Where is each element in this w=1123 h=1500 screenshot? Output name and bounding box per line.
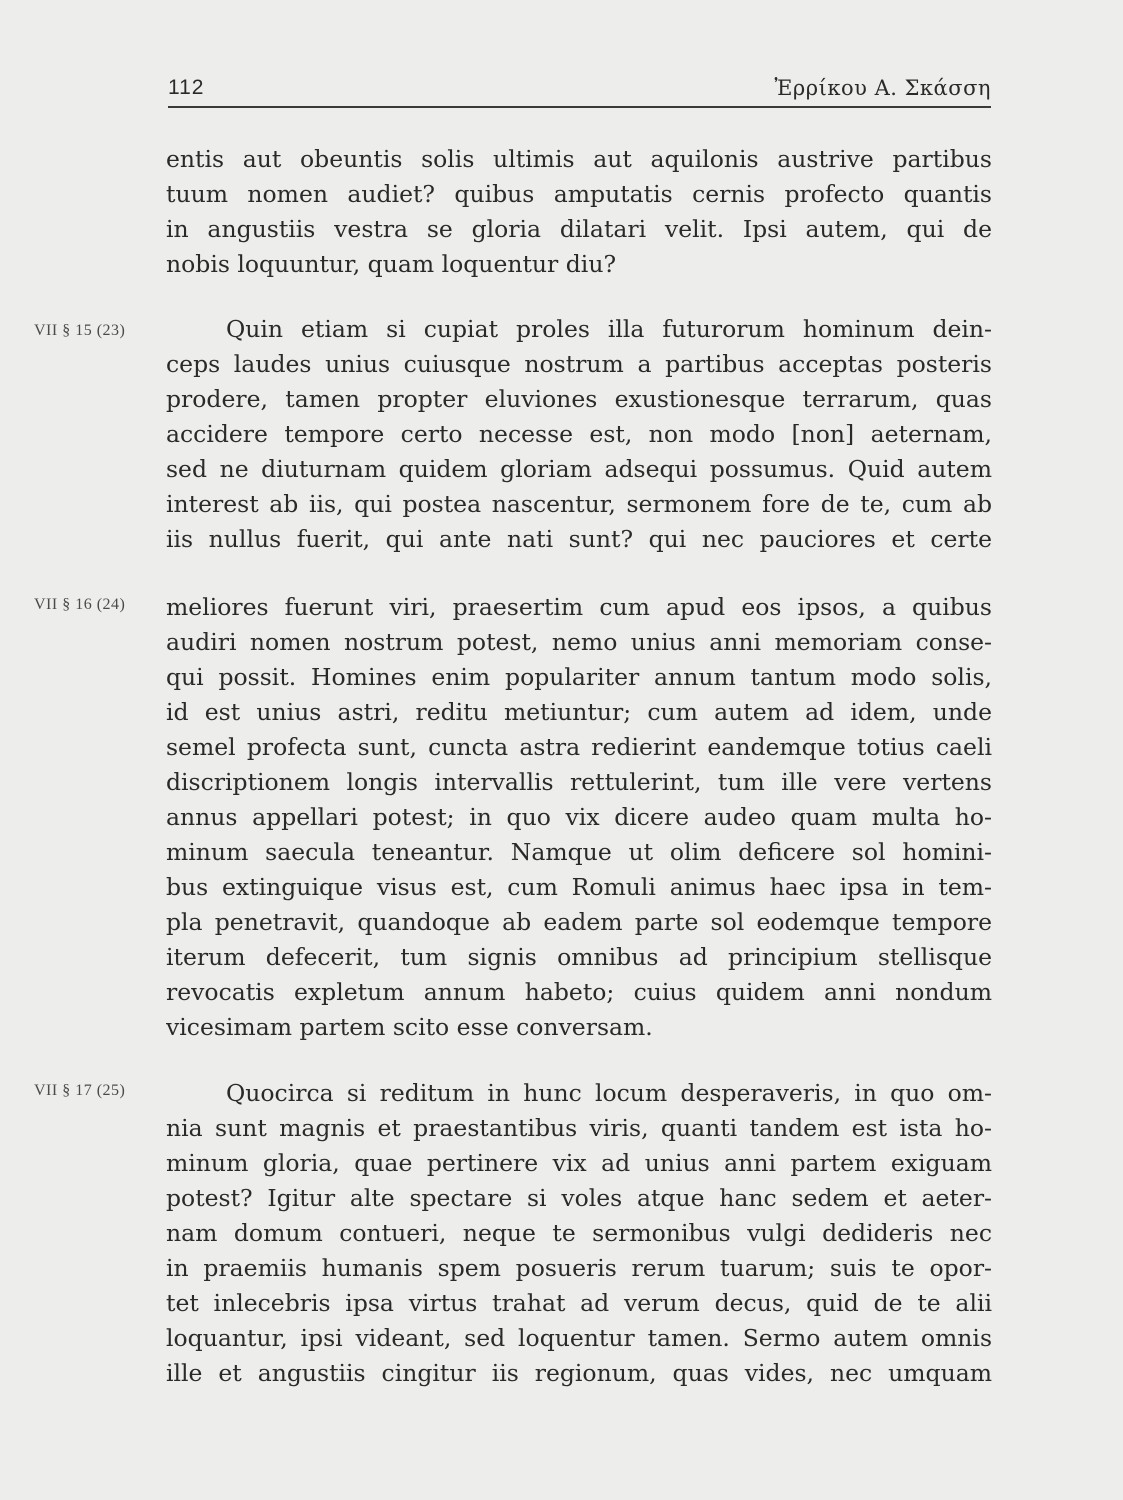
page-header (168, 72, 991, 108)
text-line: entis aut obeuntis solis ultimis aut aquilonis austrive partibus (166, 145, 992, 173)
text-line: vicesimam partem scito esse conversam. (166, 1013, 653, 1041)
page-number: 112 (168, 76, 205, 99)
text-line: Quin etiam si cupiat proles illa futurorum hominum dein- (226, 315, 992, 343)
text-line: loquantur, ipsi videant, sed loquentur tamen. Sermo autem omnis (166, 1324, 992, 1352)
text-line: pla penetravit, quandoque ab eadem parte sol eodemque tempore (166, 908, 992, 936)
text-line: meliores fuerunt viri, praesertim cum apud eos ipsos, a quibus (166, 593, 992, 621)
text-line: nia sunt magnis et praestantibus viris, quanti tandem est ista ho- (166, 1114, 992, 1142)
text-line: audiri nomen nostrum potest, nemo unius anni memoriam conse- (166, 628, 992, 656)
text-line: id est unius astri, reditu metiuntur; cum autem ad idem, unde (166, 698, 992, 726)
text-line: in angustiis vestra se gloria dilatari velit. Ipsi autem, qui de (166, 215, 992, 243)
text-line: Quocirca si reditum in hunc locum desperaveris, in quo om- (226, 1079, 992, 1107)
text-line: nam domum contueri, neque te sermonibus vulgi dedideris nec (166, 1219, 992, 1247)
text-line: ceps laudes unius cuiusque nostrum a partibus acceptas posteris (166, 350, 992, 378)
text-line: interest ab iis, qui postea nascentur, sermonem fore de te, cum ab (166, 490, 992, 518)
text-line: bus extinguique visus est, cum Romuli animus haec ipsa in tem- (166, 873, 992, 901)
text-line: minum gloria, quae pertinere vix ad unius anni partem exiguam (166, 1149, 992, 1177)
text-line: potest? Igitur alte spectare si voles atque hanc sedem et aeter- (166, 1184, 992, 1212)
text-line: accidere tempore certo necesse est, non modo [non] aeternam, (166, 420, 992, 448)
text-line: discriptionem longis intervallis rettulerint, tum ille vere vertens (166, 768, 992, 796)
paragraph-vii-15 (166, 312, 992, 557)
text-line: semel profecta sunt, cuncta astra redierint eandemque totius caeli (166, 733, 992, 761)
paragraph-continuation (166, 142, 992, 282)
margin-reference: VII § 15 (23) (34, 322, 126, 339)
paragraph-vii-16 (166, 590, 992, 1045)
text-line: nobis loquuntur, quam loquentur diu? (166, 250, 617, 278)
running-head: Ἐρρίκου Α. Σκάσση (774, 76, 991, 100)
text-line: minum saecula teneantur. Namque ut olim deficere sol homini- (166, 838, 992, 866)
paragraph-vii-17 (166, 1076, 992, 1391)
margin-reference: VII § 17 (25) (34, 1082, 126, 1099)
text-line: in praemiis humanis spem posueris rerum tuarum; suis te opor- (166, 1254, 992, 1282)
text-line: ille et angustiis cingitur iis regionum, quas vides, nec umquam (166, 1359, 992, 1387)
text-line: qui possit. Homines enim populariter annum tantum modo solis, (166, 663, 992, 691)
margin-reference: VII § 16 (24) (34, 596, 126, 613)
text-line: annus appellari potest; in quo vix dicere audeo quam multa ho- (166, 803, 992, 831)
text-line: tuum nomen audiet? quibus amputatis cernis profecto quantis (166, 180, 992, 208)
text-line: prodere, tamen propter eluviones exustionesque terrarum, quas (166, 385, 992, 413)
text-line: revocatis expletum annum habeto; cuius quidem anni nondum (166, 978, 992, 1006)
text-line: iis nullus fuerit, qui ante nati sunt? qui nec pauciores et certe (166, 525, 992, 553)
text-line: sed ne diuturnam quidem gloriam adsequi possumus. Quid autem (166, 455, 992, 483)
text-line: iterum defecerit, tum signis omnibus ad principium stellisque (166, 943, 992, 971)
text-line: tet inlecebris ipsa virtus trahat ad verum decus, quid de te alii (166, 1289, 992, 1317)
